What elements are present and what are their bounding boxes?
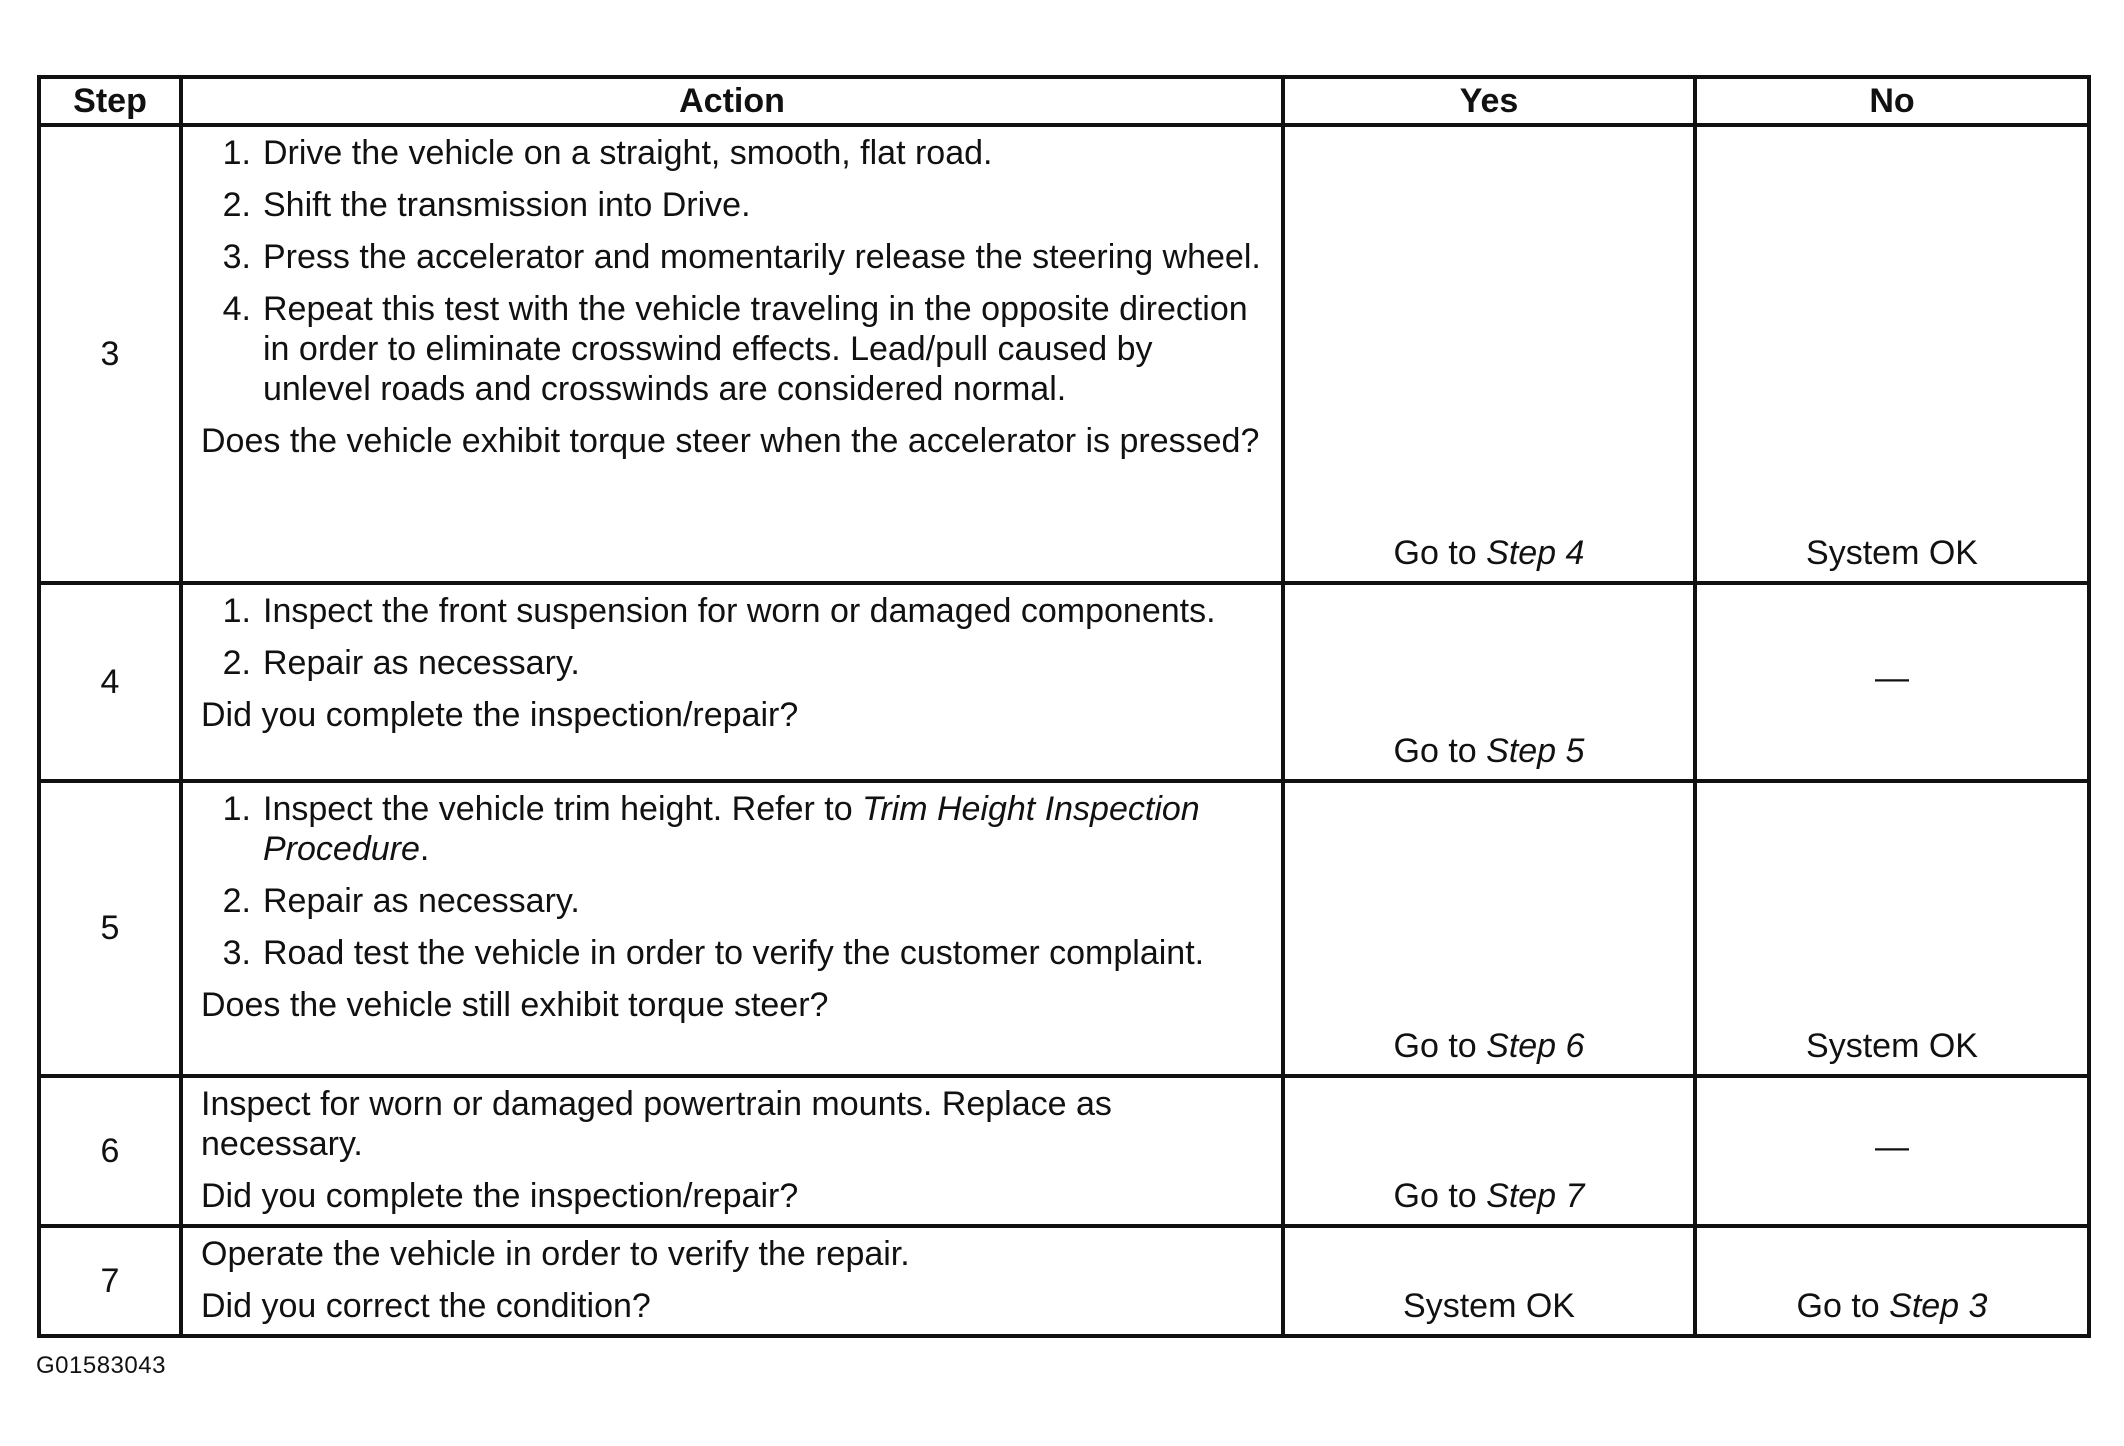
step-link[interactable]: Step 3 [1889, 1287, 1988, 1325]
yes-prefix: Go to [1393, 1177, 1487, 1215]
step-number: 4 [39, 583, 181, 781]
no-prefix: Go to [1796, 1287, 1890, 1325]
header-step: Step [39, 77, 181, 125]
question-text: Did you complete the inspection/repair? [201, 1177, 799, 1215]
step-link[interactable]: Step 5 [1486, 732, 1585, 770]
header-no: No [1695, 77, 2089, 125]
no-cell: System OK [1695, 125, 2089, 583]
diagnostic-table [37, 75, 2091, 1338]
action-cell [181, 781, 1283, 1076]
action-list [201, 133, 1263, 409]
step-number: 5 [39, 781, 181, 1076]
list-item: 3. Road test the vehicle in order to verify the customer complaint. [222, 934, 1205, 972]
header-yes: Yes [1283, 77, 1695, 125]
header-action: Action [181, 77, 1283, 125]
figure-code: G01583043 [36, 1352, 166, 1379]
table-row [39, 125, 2089, 583]
instruction-text: Inspect for worn or damaged powertrain mounts. Replace as necessary. [201, 1085, 1112, 1163]
table-row [39, 781, 2089, 1076]
table-row [39, 583, 2089, 781]
list-item: 1. Inspect the front suspension for worn or damaged components. [222, 592, 1216, 630]
action-list [201, 789, 1263, 973]
table-row [39, 1226, 2089, 1336]
procedure-link[interactable]: Trim Height Inspection Procedure [263, 790, 1200, 868]
yes-cell [1283, 781, 1695, 1076]
list-item: 2. Shift the transmission into Drive. [222, 186, 751, 224]
step-number: 7 [39, 1226, 181, 1336]
action-cell [181, 1076, 1283, 1226]
yes-cell [1283, 1076, 1695, 1226]
yes-prefix: Go to [1393, 732, 1487, 770]
step-link[interactable]: Step 6 [1486, 1027, 1585, 1065]
no-cell: System OK [1695, 781, 2089, 1076]
yes-cell [1283, 583, 1695, 781]
question-text: Did you complete the inspection/repair? [201, 696, 799, 734]
action-cell [181, 583, 1283, 781]
question-text: Does the vehicle exhibit torque steer when the accelerator is pressed? [201, 422, 1260, 460]
list-item: 1. Inspect the vehicle trim height. Refer to Trim Height Inspection Procedure. [222, 790, 1200, 868]
list-item: 4. Repeat this test with the vehicle traveling in the opposite direction in order to eliminate crosswind effects. Lead/pull caused by unlevel roads and crosswinds are considered normal. [222, 290, 1248, 408]
question-text: Does the vehicle still exhibit torque steer? [201, 986, 829, 1024]
instruction-text: Operate the vehicle in order to verify the repair. [201, 1235, 910, 1273]
step-link[interactable]: Step 7 [1486, 1177, 1585, 1215]
list-item: 2. Repair as necessary. [222, 644, 580, 682]
step-number: 6 [39, 1076, 181, 1226]
header-row [39, 77, 2089, 125]
no-cell: — [1695, 1076, 2089, 1226]
no-cell: — [1695, 583, 2089, 781]
action-cell [181, 125, 1283, 583]
yes-cell [1283, 125, 1695, 583]
table-row [39, 1076, 2089, 1226]
diagnostic-table-container [37, 75, 2087, 1338]
action-cell [181, 1226, 1283, 1336]
yes-cell: System OK [1283, 1226, 1695, 1336]
list-item: 2. Repair as necessary. [222, 882, 580, 920]
step-number: 3 [39, 125, 181, 583]
list-item: 3. Press the accelerator and momentarily release the steering wheel. [222, 238, 1261, 276]
question-text: Did you correct the condition? [201, 1287, 651, 1325]
list-item: 1. Drive the vehicle on a straight, smooth, flat road. [222, 134, 993, 172]
step-link[interactable]: Step 4 [1486, 534, 1585, 572]
yes-prefix: Go to [1393, 1027, 1487, 1065]
yes-prefix: Go to [1393, 534, 1487, 572]
no-cell [1695, 1226, 2089, 1336]
action-list [201, 591, 1263, 683]
